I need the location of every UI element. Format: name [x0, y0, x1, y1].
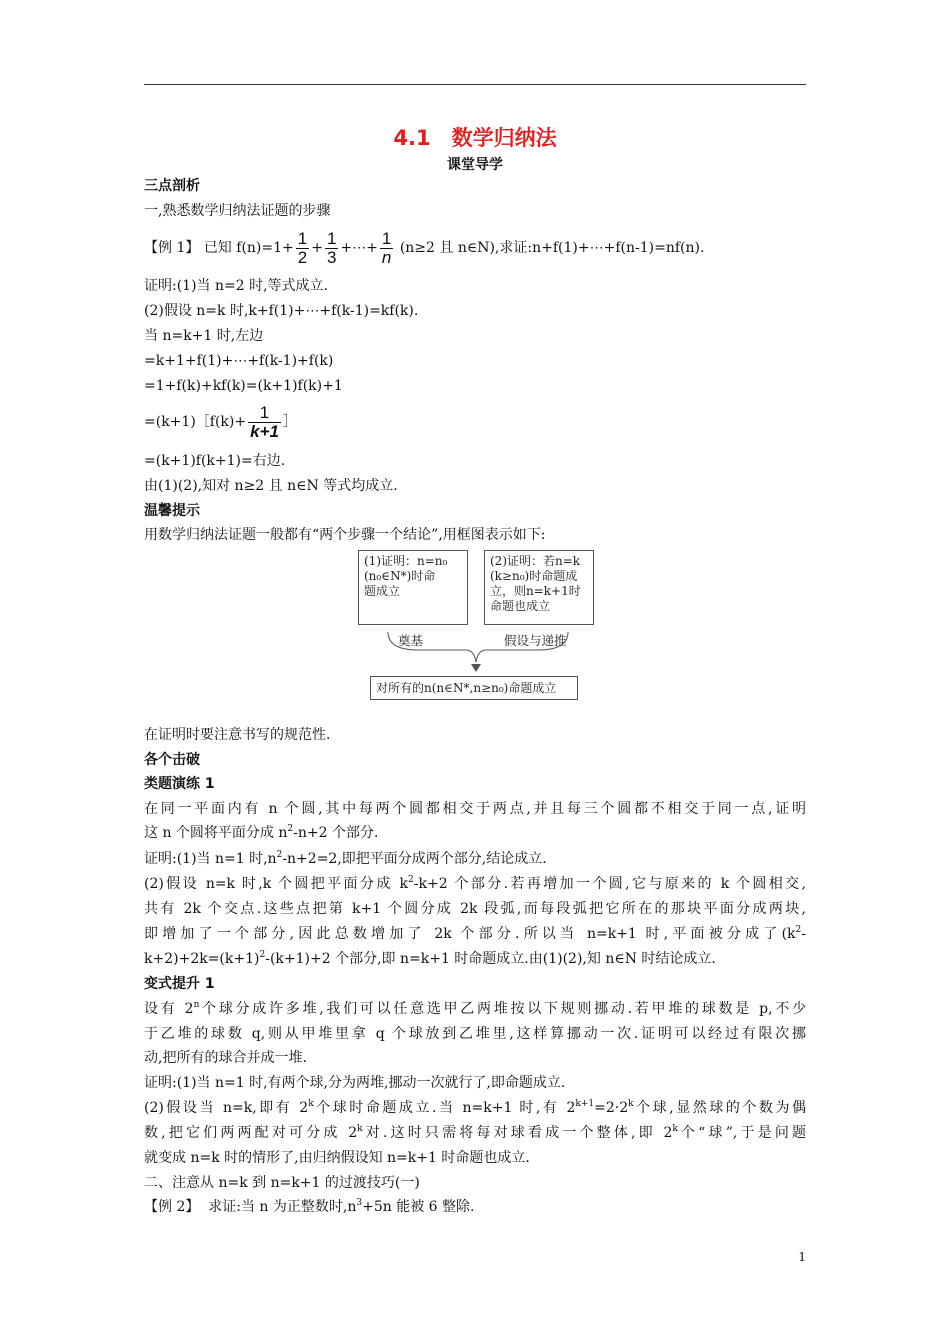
proof1-line-2: (2)假设 n=k 时,k+f(1)+⋯+f(k-1)=kf(k). — [144, 303, 419, 319]
paragraph-step-intro: 一,熟悉数学归纳法证题的步骤 — [144, 203, 331, 219]
drill-proof-line-5: $k+2)+2k=(k+1)^2-(k+1)+2$ 个部分,即 n=k+1 时命题成立.由(1)(2),知 n∈N 时结论成立. — [144, 950, 716, 967]
variant-proof-line-4: 就变成 n=k 时的情形了,由归纳假设知 n=k+1 时命题也成立. — [144, 1150, 530, 1166]
drill-proof-line-4: 即增加了一个部分,因此总数增加了 2k 个部分.所以当 n=k+1 时,平面被分成了($k^2-$ — [144, 925, 806, 942]
fraction-one-over-k-plus-1: $\frac{1}{k+1}$ — [250, 402, 279, 441]
variant-proof-line-3: 数,把它们两两配对可分成 2$^k$对.这时只需将每对球看成一个整体,即 2$^k$个“球”,于是问题 — [144, 1124, 807, 1141]
variant-proof-line-2: (2)假设当 n=k,即有 2$^k$个球时命题成立.当 n=k+1 时,有 $2^{k+1}=2\cdot 2^k$个球,显然球的个数为偶 — [144, 1099, 806, 1116]
section-heading-practice: 各个击破 — [144, 752, 200, 768]
proof1-line-4: =k+1+f(1)+⋯+f(k-1)+f(k) — [144, 353, 334, 369]
tip-note: 在证明时要注意书写的规范性. — [144, 727, 331, 743]
drill-question-line-1: 在同一平面内有 n 个圆,其中每两个圆都相交于两点,并且每三个圆都不相交于同一点,证明 — [144, 801, 806, 817]
label-recursion: 假设与递推 — [504, 633, 567, 648]
fraction-half: $\frac{1}{2}$ — [297, 228, 308, 267]
fraction-one-over-n: $\frac{1}{n}$ — [381, 228, 392, 267]
proof1-line-5: =1+f(k)+kf(k)=(k+1)f(k)+1 — [144, 378, 343, 394]
drill-proof-line-3: 共有 2k 个交点.这些点把第 k+1 个圆分成 2k 段弧,而每段弧把它所在的那块平面分成两块, — [144, 901, 806, 917]
proof1-line-7: =(k+1)f(k+1)=右边. — [144, 453, 286, 469]
label-base: 奠基 — [398, 633, 424, 648]
proof1-line-1: 证明:(1)当 n=2 时,等式成立. — [144, 278, 329, 294]
variant-question-line-3: 动,把所有的球合并成一堆. — [144, 1050, 307, 1066]
tip-text: 用数学归纳法证题一般都有“两个步骤一个结论”,用框图表示如下: — [144, 527, 546, 543]
example-1: 【例 1】 已知 f(n)=1+ $\frac{1}{2}$ + $\frac{1}{3}$ +⋯+ $\frac{1}{n}$ (n≥2 且 n∈N),求证:n+f(1)+⋯+f(n-1)=nf(n). — [144, 228, 705, 267]
drill-proof-line-1: 证明:(1)当 n=1 时$,n^2-n+2=2$,即把平面分成两个部分,结论成立. — [144, 850, 547, 867]
drill-heading: 类题演练 1 — [144, 776, 215, 792]
example-1-post: (n≥2 且 n∈N),求证:n+f(1)+⋯+f(n-1)=nf(n). — [399, 240, 705, 256]
page-number: 1 — [798, 1250, 806, 1264]
page-subtitle: 课堂导学 — [447, 157, 503, 173]
conclusion-box: 对所有的n(n∈N*,n≥n₀)命题成立 — [370, 676, 578, 700]
proof1-fraction-line: =(k+1)［f(k)+ $\frac{1}{k+1}$ ］ — [144, 402, 297, 441]
example-1-pre: 已知 f(n)=1+ — [203, 240, 294, 256]
induction-flowchart — [358, 550, 594, 702]
proof1-line-8: 由(1)(2),知对 n≥2 且 n∈N 等式均成立. — [144, 478, 398, 494]
section-heading-analysis: 三点剖析 — [144, 178, 200, 194]
base-case-box: (1)证明：n=n₀ (n₀∈N*)时命 题成立 — [358, 550, 468, 625]
paragraph-transition-technique: 二、注意从 n=k 到 n=k+1 的过渡技巧(一) — [144, 1175, 420, 1191]
drill-question-line-2: 这 n 个圆将平面分成 $n^2-n+2$ 个部分. — [144, 824, 379, 841]
variant-question-line-2: 于乙堆的球数 q,则从甲堆里拿 q 个球放到乙堆里,这样算挪动一次.证明可以经过有限次挪 — [144, 1026, 806, 1042]
fraction-third: $\frac{1}{3}$ — [326, 228, 337, 267]
section-heading-tip: 温馨提示 — [144, 503, 200, 519]
example-2: 【例 2】 求证:当 n 为正整数时$,n^3+5n$ 能被 6 整除. — [144, 1198, 475, 1215]
example-1-label: 【例 1】 — [144, 240, 200, 256]
proof1-line-3: 当 n=k+1 时,左边 — [144, 328, 264, 344]
drill-proof-line-2: (2)假设 n=k 时,k 个圆把平面分成 $k^2-k+2$ 个部分.若再增加一个圆,它与原来的 k 个圆相交, — [144, 875, 806, 892]
variant-proof-line-1: 证明:(1)当 n=1 时,有两个球,分为两堆,挪动一次就行了,即命题成立. — [144, 1075, 566, 1091]
variant-question-line-1: 设有 2$^n$个球分成许多堆,我们可以任意选甲乙两堆按以下规则挪动.若甲堆的球数是 p,不少 — [144, 1000, 806, 1017]
page-title: 4.1 数学归纳法 — [393, 126, 557, 150]
variant-heading: 变式提升 1 — [144, 976, 215, 992]
header-rule — [144, 84, 806, 85]
inductive-step-box: (2)证明：若n=k (k≥n₀)时命题成 立，则n=k+1时 命题也成立 — [484, 550, 594, 625]
